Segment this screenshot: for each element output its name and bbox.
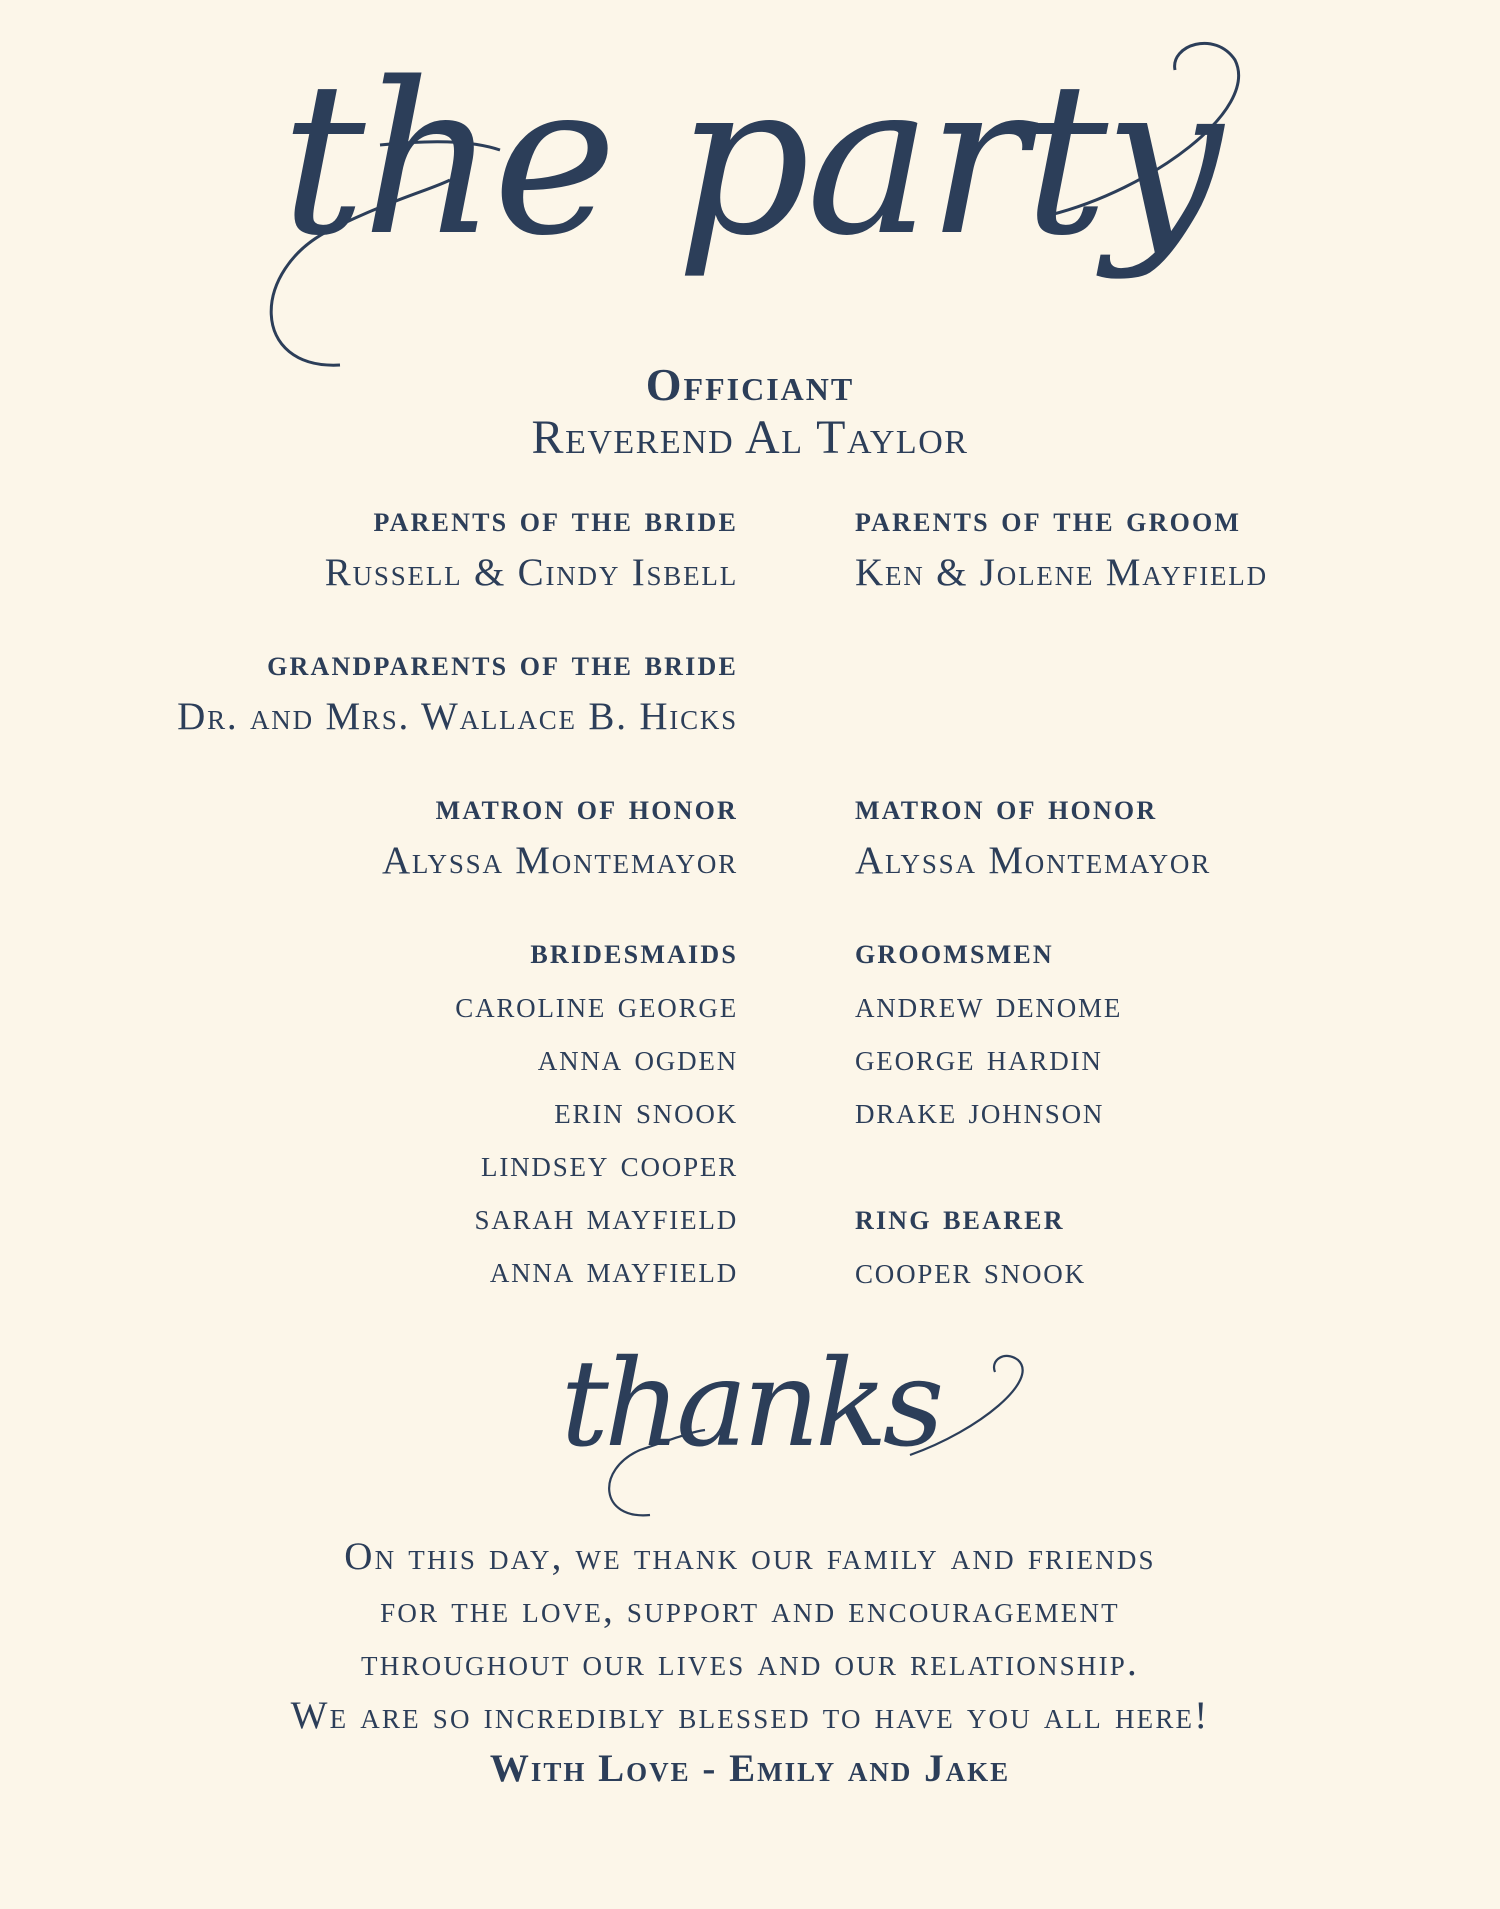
thanks-line: for the love, support and encouragement bbox=[380, 1588, 1120, 1631]
role-label: parents of the groom bbox=[855, 499, 1242, 540]
person-name: Russell & Cindy Isbell bbox=[324, 551, 738, 594]
bridesmaid-name: anna ogden bbox=[537, 1036, 738, 1079]
role-label: groomsmen bbox=[855, 931, 1054, 972]
officiant-label: Officiant bbox=[645, 359, 855, 410]
bridesmaid-name: caroline george bbox=[455, 983, 738, 1026]
role-label: bridesmaids bbox=[530, 931, 738, 972]
matron-left-block bbox=[38, 782, 738, 887]
role-label: ring bearer bbox=[855, 1197, 1065, 1238]
thanks-line: throughout our lives and our relationship. bbox=[361, 1641, 1139, 1684]
officiant-name: Reverend Al Taylor bbox=[531, 411, 969, 464]
role-label: matron of honor bbox=[435, 787, 738, 828]
bridesmaid-name: lindsey cooper bbox=[481, 1142, 738, 1185]
groomsmen-block bbox=[855, 926, 1500, 1137]
thanks-message bbox=[0, 1530, 1500, 1795]
bridesmaid-name: erin snook bbox=[554, 1089, 738, 1132]
page-title: the party bbox=[281, 37, 1219, 282]
person-name: Dr. and Mrs. Wallace B. Hicks bbox=[177, 695, 738, 738]
groomsman-name: george hardin bbox=[855, 1036, 1103, 1079]
thanks-line: On this day, we thank our family and friends bbox=[344, 1535, 1156, 1578]
person-name: Ken & Jolene Mayfield bbox=[855, 551, 1268, 594]
groomsman-name: andrew denome bbox=[855, 983, 1123, 1026]
person-name: Alyssa Montemayor bbox=[855, 839, 1212, 882]
signoff: With Love - Emily and Jake bbox=[489, 1747, 1011, 1790]
parents-groom-block bbox=[855, 494, 1500, 599]
groomsman-name: drake johnson bbox=[855, 1089, 1105, 1132]
grandparents-bride-block bbox=[38, 638, 738, 743]
matron-right-block bbox=[855, 782, 1500, 887]
person-name: Alyssa Montemayor bbox=[381, 839, 738, 882]
role-label: grandparents of the bride bbox=[267, 643, 738, 684]
ring-bearer-block bbox=[855, 1192, 1500, 1297]
bridesmaid-name: sarah mayfield bbox=[474, 1195, 738, 1238]
bridesmaids-block bbox=[38, 926, 738, 1296]
role-label: parents of the bride bbox=[373, 499, 738, 540]
parents-bride-block bbox=[38, 494, 738, 599]
role-label: matron of honor bbox=[855, 787, 1158, 828]
thanks-title: thanks bbox=[560, 1335, 940, 1474]
person-name: cooper snook bbox=[855, 1249, 1086, 1292]
bridesmaid-name: anna mayfield bbox=[489, 1248, 738, 1291]
thanks-line: We are so incredibly blessed to have you all here! bbox=[290, 1694, 1210, 1737]
